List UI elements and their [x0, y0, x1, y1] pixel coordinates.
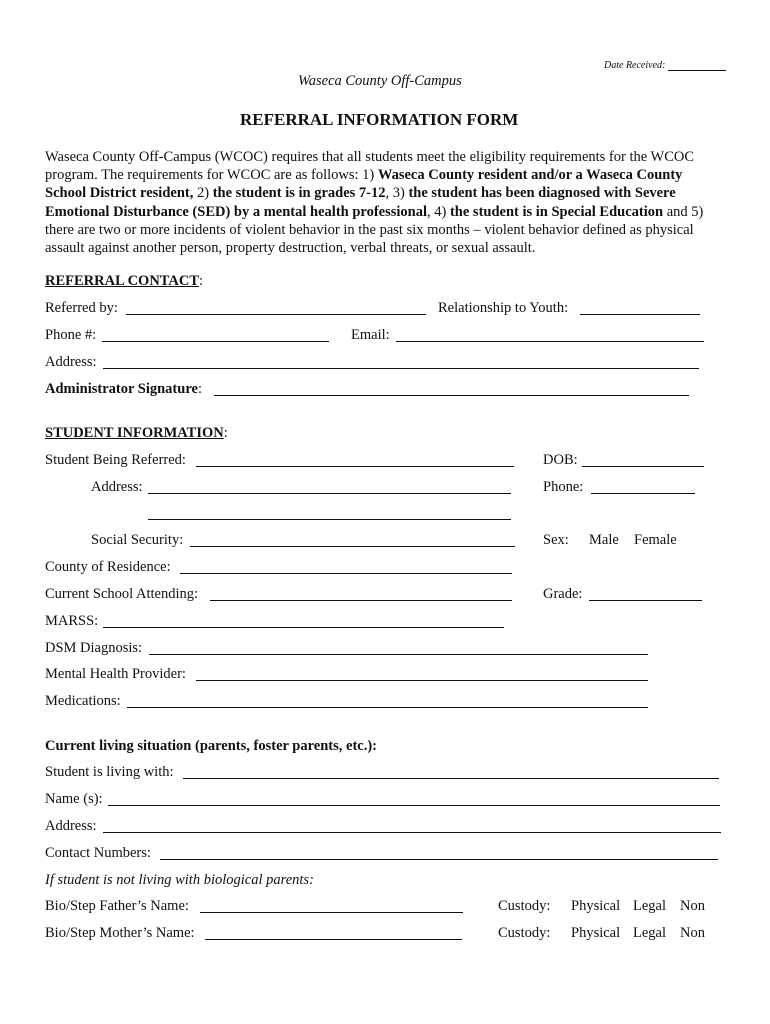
- referred-by-field[interactable]: [126, 314, 426, 315]
- father-label: Bio/Step Father’s Name:: [45, 898, 189, 914]
- student-address-label: Address:: [91, 479, 143, 495]
- mother-custody-non[interactable]: Non: [680, 925, 705, 941]
- student-address-field[interactable]: [148, 493, 511, 494]
- student-info-heading: STUDENT INFORMATION:: [45, 425, 228, 441]
- father-custody-non[interactable]: Non: [680, 898, 705, 914]
- mh-provider-label: Mental Health Provider:: [45, 666, 186, 682]
- social-security-field[interactable]: [190, 546, 515, 547]
- contact-numbers-field[interactable]: [160, 859, 718, 860]
- living-with-label: Student is living with:: [45, 764, 174, 780]
- referral-address-field[interactable]: [103, 368, 699, 369]
- email-label: Email:: [351, 327, 390, 343]
- not-bio-note: If student is not living with biological parents:: [45, 872, 314, 888]
- relationship-label: Relationship to Youth:: [438, 300, 569, 316]
- contact-numbers-label: Contact Numbers:: [45, 845, 151, 861]
- mother-field[interactable]: [205, 939, 462, 940]
- admin-signature-label: Administrator Signature:: [45, 381, 202, 397]
- referred-by-label: Referred by:: [45, 300, 118, 316]
- sex-female-option[interactable]: Female: [634, 532, 677, 548]
- student-address-line2[interactable]: [148, 519, 511, 520]
- dob-label: DOB:: [543, 452, 578, 468]
- dsm-field[interactable]: [149, 654, 648, 655]
- dsm-label: DSM Diagnosis:: [45, 640, 143, 656]
- father-custody-legal[interactable]: Legal: [633, 898, 667, 914]
- medications-label: Medications:: [45, 693, 121, 709]
- living-address-field[interactable]: [103, 832, 721, 833]
- form-title: REFERRAL INFORMATION FORM: [240, 110, 519, 129]
- dob-field[interactable]: [582, 466, 704, 467]
- student-referred-label: Student Being Referred:: [45, 452, 186, 468]
- date-received-field[interactable]: [668, 70, 726, 71]
- mother-custody-legal[interactable]: Legal: [633, 925, 667, 941]
- county-label: County of Residence:: [45, 559, 171, 575]
- referral-contact-heading: REFERRAL CONTACT:: [45, 273, 204, 289]
- intro-paragraph: Waseca County Off-Campus (WCOC) requires that all students meet the eligibility requirements for the WCOC program. The requirements for WCOC are as follows: 1) Waseca County resident and/or a Waseca County School District resident, 2) the student is in grades 7-12, 3) the student has been diagnosed with Severe Emotional Disturbance (SED) by a mental health professional, 4) the student is in Special Education and 5) there are two or more incidents of violent behavior in the past six months – violent behavior defined as physical assault against another person, property destruction, verbal threats, or sexual assault.: [45, 149, 704, 257]
- referral-address-label: Address:: [45, 354, 97, 370]
- marss-field[interactable]: [103, 627, 504, 628]
- county-field[interactable]: [180, 573, 512, 574]
- date-received-label: Date Received:: [604, 60, 666, 71]
- father-custody-label: Custody:: [498, 898, 551, 914]
- org-name: Waseca County Off-Campus: [298, 73, 462, 89]
- marss-label: MARSS:: [45, 613, 99, 629]
- current-school-field[interactable]: [210, 600, 512, 601]
- social-security-label: Social Security:: [91, 532, 184, 548]
- mother-custody-physical[interactable]: Physical: [571, 925, 621, 941]
- sex-label: Sex:: [543, 532, 569, 548]
- living-with-field[interactable]: [183, 778, 719, 779]
- medications-field[interactable]: [127, 707, 648, 708]
- current-school-label: Current School Attending:: [45, 586, 199, 602]
- names-label: Name (s):: [45, 791, 103, 807]
- grade-label: Grade:: [543, 586, 583, 602]
- student-phone-label: Phone:: [543, 479, 584, 495]
- admin-signature-field[interactable]: [214, 395, 689, 396]
- relationship-field[interactable]: [580, 314, 700, 315]
- mh-provider-field[interactable]: [196, 680, 648, 681]
- living-heading: Current living situation (parents, foster parents, etc.):: [45, 738, 377, 754]
- student-phone-field[interactable]: [591, 493, 695, 494]
- referral-phone-field[interactable]: [102, 341, 329, 342]
- names-field[interactable]: [108, 805, 720, 806]
- sex-male-option[interactable]: Male: [589, 532, 619, 548]
- referral-phone-label: Phone #:: [45, 327, 97, 343]
- living-address-label: Address:: [45, 818, 97, 834]
- father-custody-physical[interactable]: Physical: [571, 898, 621, 914]
- student-referred-field[interactable]: [196, 466, 514, 467]
- grade-field[interactable]: [589, 600, 702, 601]
- mother-label: Bio/Step Mother’s Name:: [45, 925, 195, 941]
- father-field[interactable]: [200, 912, 463, 913]
- mother-custody-label: Custody:: [498, 925, 551, 941]
- email-field[interactable]: [396, 341, 704, 342]
